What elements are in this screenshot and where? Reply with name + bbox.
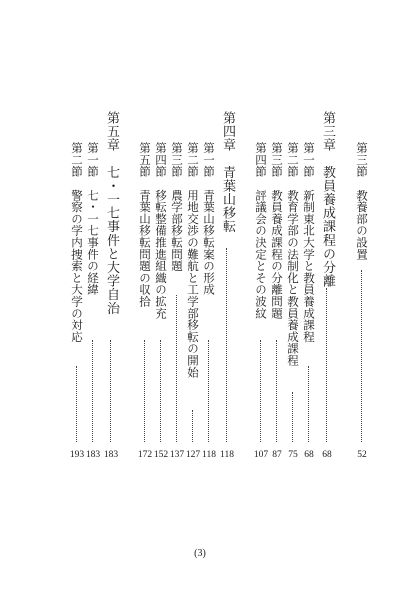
toc-page-number: 183 (103, 450, 119, 460)
dot-leader (110, 340, 111, 442)
toc-entry-label: 第二節 教育学部の法制化と教員養成課程 (286, 142, 300, 367)
toc-entry-label: 第四章 青葉山移転 (220, 111, 235, 234)
toc-page-number: 127 (185, 450, 201, 460)
dot-leader (160, 340, 161, 442)
dot-leader (326, 288, 327, 442)
toc-entry-label: 第一節 青葉山移転案の形成 (202, 142, 216, 296)
toc-entry-section[interactable] (286, 0, 300, 600)
toc-entry-label: 第三節 農学部移転問題 (170, 142, 184, 272)
toc-entry-chapter[interactable] (220, 0, 234, 600)
toc-entry-section[interactable] (254, 0, 268, 600)
dot-leader (76, 366, 77, 442)
toc-entry-label: 第四節 評議会の決定とその波紋 (254, 142, 268, 319)
toc-entry-section[interactable] (138, 0, 152, 600)
toc-entry-label: 第五章 七・一七事件と大学自治 (104, 111, 119, 315)
dot-leader (144, 340, 145, 442)
page-folio: (3) (194, 548, 206, 559)
toc-entry-label: 第二節 用地交渉の難航と工学部移転の開始 (186, 142, 200, 378)
dot-leader (292, 392, 293, 442)
toc-entry-label: 第三節 教養部の設置 (355, 142, 369, 260)
toc-entry-label: 第四節 移転整備推進組織の拡充 (154, 142, 168, 319)
toc-entry-label: 第三節 教員養成課程の分離問題 (270, 142, 284, 319)
toc-entry-section[interactable] (186, 0, 200, 600)
toc-entry-section[interactable] (302, 0, 316, 600)
dot-leader (92, 340, 93, 442)
toc-page-number: 68 (304, 450, 314, 460)
dot-leader (276, 340, 277, 442)
toc-page-number: 75 (288, 450, 298, 460)
toc-entry-label: 第五節 青葉山移転問題の収拾 (138, 142, 152, 308)
dot-leader (226, 248, 227, 442)
toc-page-number: 118 (202, 450, 216, 460)
toc-entry-label: 第三章 教員養成課程の分離 (320, 111, 335, 288)
toc-entry-label: 第一節 新制東北大学と教員養成課程 (302, 142, 316, 343)
dot-leader (176, 295, 177, 442)
toc-entry-chapter[interactable] (104, 0, 118, 600)
dot-leader (308, 366, 309, 442)
toc-entry-section[interactable] (154, 0, 168, 600)
dot-leader (208, 340, 209, 442)
toc-page-number: 52 (357, 450, 367, 460)
dot-leader (192, 410, 193, 442)
dot-leader (361, 270, 362, 442)
dot-leader (260, 340, 261, 442)
toc-entry-section[interactable] (70, 0, 84, 600)
toc-page-number: 107 (253, 450, 269, 460)
toc-entry-label: 第二節 警察の学内捜索と大学の対応 (70, 142, 84, 343)
toc-page-number: 68 (322, 450, 332, 460)
toc-page-number: 152 (153, 450, 169, 460)
toc-entry-section[interactable] (202, 0, 216, 600)
toc-page-number: 87 (272, 450, 282, 460)
toc-entry-section[interactable] (86, 0, 100, 600)
toc-entry-section[interactable] (355, 0, 369, 600)
toc-page-number: 172 (137, 450, 153, 460)
toc-page-number: 137 (169, 450, 185, 460)
toc-entry-section[interactable] (270, 0, 284, 600)
toc-page-number: 118 (220, 450, 234, 460)
toc-page-number: 183 (85, 450, 101, 460)
toc-entry-label: 第一節 七・一七事件の経緯 (86, 142, 100, 296)
toc-entry-chapter[interactable] (320, 0, 334, 600)
toc-entry-section[interactable] (170, 0, 184, 600)
toc-page-number: 193 (69, 450, 85, 460)
